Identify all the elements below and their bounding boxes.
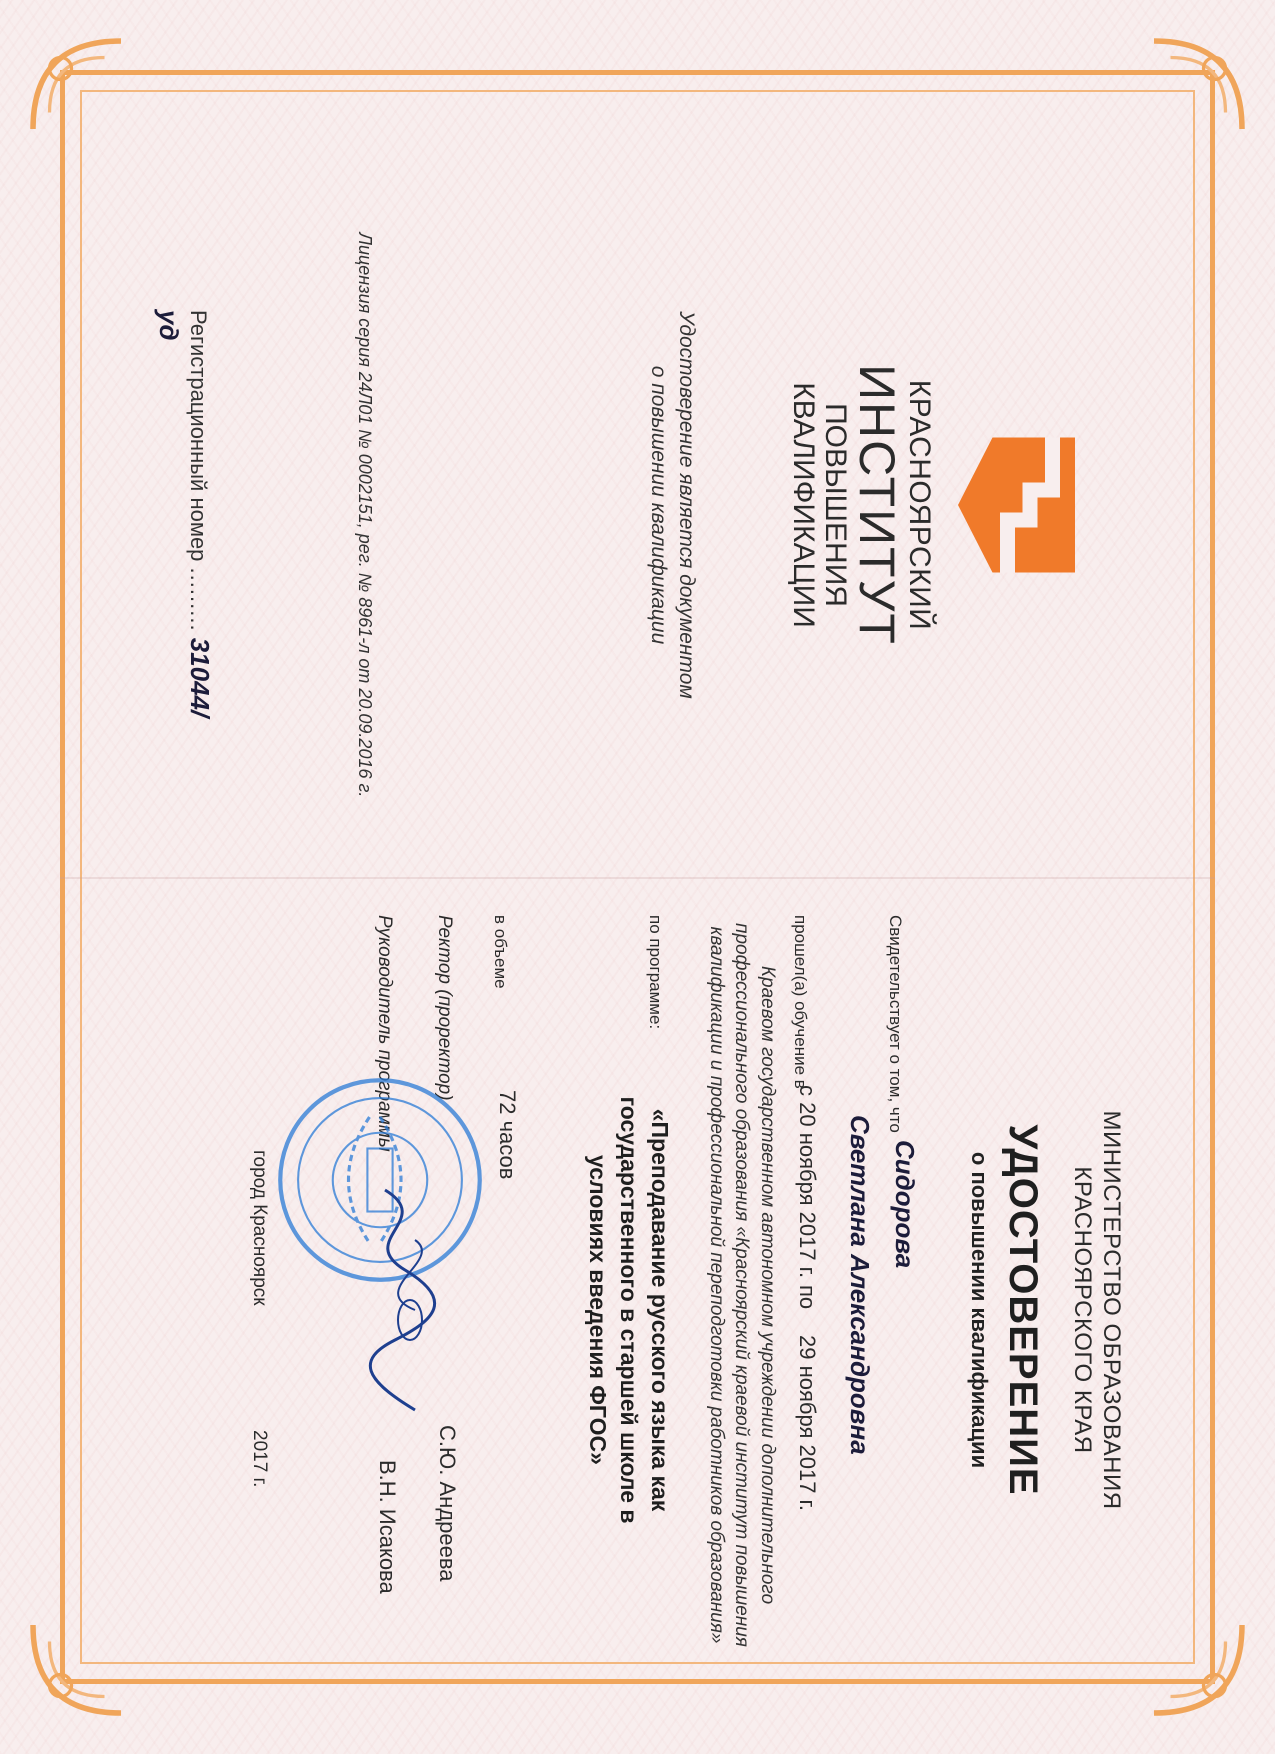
city: город Красноярск <box>249 1150 270 1306</box>
institute-name-line1: КРАСНОЯРСКИЙ <box>903 379 936 631</box>
institution-name: Краевом государственном автономном учреждении дополнительного профессионального образования «Красноярский краевой институт повышения квалификации и профессиональной переподготовки работников образования» <box>705 923 778 1647</box>
volume-label: в объеме <box>491 915 510 989</box>
passed-label: прошел(а) обучение в <box>791 915 810 1089</box>
institute-name-line3: ПОВЫШЕНИЯ <box>819 403 852 607</box>
ministry-header <box>1067 960 1125 1660</box>
year: 2017 г. <box>249 1430 270 1488</box>
institute-logo <box>955 430 1105 580</box>
fold-line <box>60 877 1215 879</box>
date-from: с 20 ноября 2017 г. <box>795 1085 820 1279</box>
document-note <box>643 260 700 750</box>
date-to: 29 ноября 2017 г. <box>795 1335 820 1511</box>
volume-value: 72 часов <box>495 1090 520 1180</box>
recipient-surname: Сидорова <box>890 1140 920 1269</box>
ministry-line2: КРАСНОЯРСКОГО КРАЯ <box>1069 1166 1097 1454</box>
recipient-name: Светлана Александровна <box>845 1115 875 1455</box>
registration-number <box>153 310 215 730</box>
rector-label: Ректор (проректор) <box>434 915 455 1101</box>
license-text: Лицензия серия 24Л01 № 0002151, рег. № 8961-л от 20.09.2016 г. <box>355 232 375 798</box>
program-label: по программе: <box>646 915 665 1030</box>
registration-value: 31044/уд <box>154 310 215 718</box>
witness-label: Свидетельствует о том, что <box>886 915 905 1133</box>
institute-name-line2: ИНСТИТУТ <box>849 364 906 646</box>
program-title: «Преподавание русского языка как государственного в старшей школе в условиях введения ФГОС» <box>584 1096 673 1524</box>
ministry-line1: МИНИСТЕРСТВО ОБРАЗОВАНИЯ <box>1098 1110 1125 1510</box>
rector-name: С.Ю. Андреева <box>435 1425 460 1582</box>
document-title: УДОСТОВЕРЕНИЕ <box>1001 1124 1045 1496</box>
signature <box>345 1180 455 1420</box>
corner-ornament <box>1143 30 1253 140</box>
document-note-line1: Удостоверение является документом <box>675 311 698 699</box>
corner-ornament <box>22 1614 132 1724</box>
corner-ornament <box>1143 1614 1253 1724</box>
program-head-label: Руководитель программы <box>374 915 395 1152</box>
document-subtitle: о повышении квалификации <box>967 1151 992 1469</box>
registration-label: Регистрационный номер <box>186 310 211 562</box>
program-head-name: В.Н. Исакова <box>375 1460 400 1594</box>
institute-name <box>788 300 935 710</box>
document-note-line2: о повышении квалификации <box>646 365 670 645</box>
institute-name-line4: КВАЛИФИКАЦИИ <box>787 382 821 628</box>
registration-dots: ......... <box>186 567 211 632</box>
date-to-label: по <box>795 1285 820 1310</box>
corner-ornament <box>22 30 132 140</box>
